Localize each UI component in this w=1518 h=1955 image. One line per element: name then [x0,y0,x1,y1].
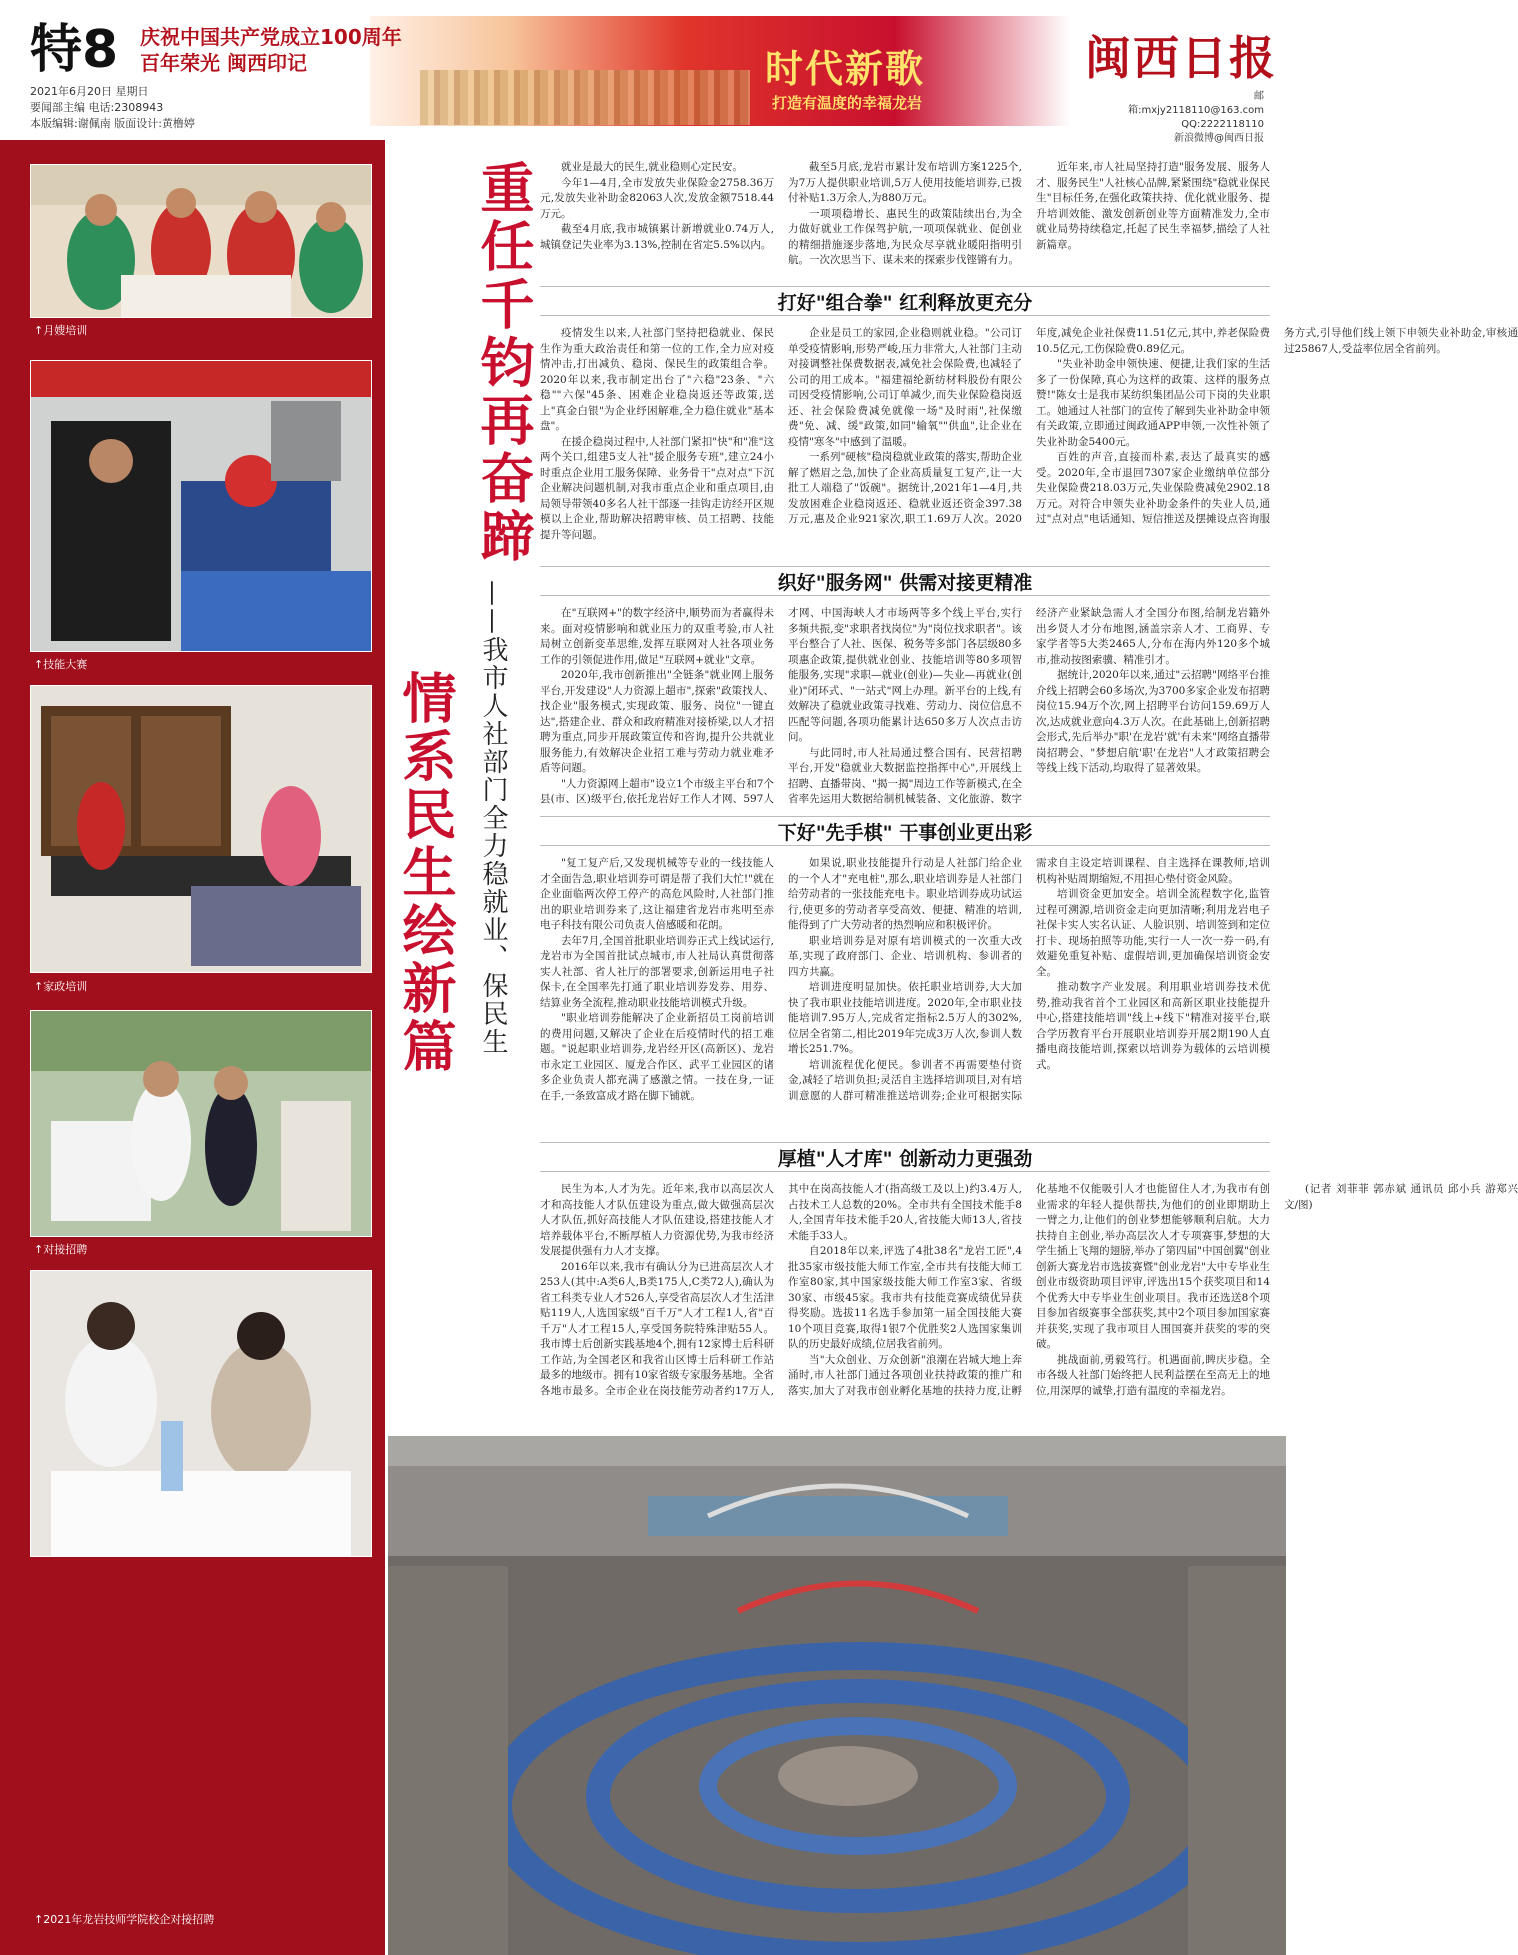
headline-area [394,150,536,1430]
paragraph: 去年7月,全国首批职业培训券正式上线试运行,龙岩市为全国首批试点城市,市人社局认真贯彻落实人社部、省人社厅的部署要求,创新运用电子社保卡,在全国率先打通了职业培训券发券、用券、结算业务全流程,推动职业技能培训模式升级。 [540,934,774,1009]
paragraph: 今年1—4月,全市发放失业保险金2758.36万元,发放失业补助金82063人次,发放金额7518.44万元。 [540,176,774,220]
paragraph: 民生为本,人才为先。近年来,我市以高层次人才和高技能人才队伍建设为重点,做大做强高层次人才队伍,抓好高技能人才队伍建设,搭建技能人才培养载体平台,不断厚植人力资源优势,为我市经济发展提供强有力人才支撑。 [540,1183,774,1257]
paragraph: 截至4月底,我市城镇累计新增就业0.74万人,城镇登记失业率为3.13%,控制在省定5.5%以内。 [540,223,774,251]
photo-column [0,140,385,1955]
photo-caption: ↑技能大赛 [34,658,88,671]
section-text [540,1182,1518,1414]
campus-recruitment-photo [30,1270,372,1557]
paragraph: "复工复产后,又发现机械等专业的一线技能人才全面告急,职业培训券可谓是帮了我们大忙!"就在企业面临两次停工停产的高危风险时,人社部门推出的职业培训券来了,这让福建省龙岩市兆明至赤电子科技有限公司负责人倍感暖和花朗。 [540,857,774,931]
paragraph: 培训进度明显加快。依托职业培训券,大大加快了我市职业技能培训进度。2020年,全市职业技能培训7.95万人,完成省定指标2.5万人的302%,位居全省第二,相比2019年完成3万人次,参训人数增长251.7%。 [788,981,1022,1055]
paragraph: 推动数字产业发展。利用职业培训券技术优势,推动我省首个工业园区和高新区职业技能提升中心,搭建技能培训"线上+线下"精准对接平台,联合学历教育平台开展职业培训券开展2期190人直播电商技能培训,探索以培训券为载体的云培训模式。 [1036,981,1270,1071]
article-body [540,160,1518,1414]
photo-caption: ↑月嫂培训 [34,324,88,337]
paragraph: 2016年以来,我市有确认分为已进高层次人才253人(其中:A类6人,B类175人,C类72人),确认为省工科类专业人才526人,享受省高层次人才生活津贴119人,人选国家级"百千万"人才工程1人,省"百千万"人才工程15人,享受国务院特殊津贴55人。我市博士后创新实践基地4个,拥有12家博士后科研工作站,为全国老区和我省山区博士后科研工作站最多的地级市。拥有10家省级专家服务基地。全省各地市最多。全市企业在岗技能劳动者约17万人,其中在岗高技能人才(指高级工及以上)约3.4万人,占技术工人总数的20%。全市共有全国技术能手8人,全国青年技术能手20人,省技能大师13人,省技术能手33人。 [540,1183,1022,1397]
paragraph: 一项项稳增长、惠民生的政策陆续出台,为全力做好就业工作保驾护航,一项项保就业、促创业的精细措施逐步落地,为民众尽享就业暖阳指明引航。一次次思当下、谋未来的探索步伐铿锵有力。 [788,207,1022,266]
paragraph: 自2018年以来,评选了4批38名"龙岩工匠",4批35家市级技能大师工作室,全市共有技能大师工作室80家,其中国家级技能大师工作室3家、省级30家、市级45家。我市共有技能竞赛成绩优异获得奖励。选拔11名选手参加第一届全国技能大赛10个项目竞赛,取得1银7个优胜奖2人选国家集训队的历史最好成绩,位居我省前列。 [788,1245,1022,1350]
paragraph: 2020年,我市创新推出"全链条"就业网上服务平台,开发建设"人力资源上超市",探索"政策找人、找企业"服务模式,实现政策、服务、岗位"一键直达",搭建企业、群众和政府精准对接桥梁,以人才招聘为重点,同步开展政策宣传和咨询,提升公共就业服务能力,有效解决企业招工难与劳动力就业难矛盾等问题。 [540,669,774,774]
anniversary-banner [140,24,402,76]
paragraph: 疫情发生以来,人社部门坚持把稳就业、保民生作为重大政治责任和第一位的工作,全力应对疫情冲击,打出减负、稳岗、保民生的政策组合拳。2020年以来,我市制定出台了"六稳"23条、"六稳""六保"45条、困难企业稳岗返还等政策,送上"真金白银"为企业纾困解难,全力稳住就业"基本盘"。 [540,327,774,432]
contact-email: 邮箱:mxjy2118110@163.com [1128,91,1264,116]
newspaper-logo: 闽西日报 [1085,31,1277,85]
paragraph: 职业培训券是对原有培训模式的一次重大改革,实现了政府部门、企业、培训机构、参训者的四方共赢。 [788,934,1022,978]
paragraph: 挑战面前,勇毅笃行。机遇面前,睥庆步稳。全市各级人社部门始终把人民利益摆在至高无上的地位,用深厚的诚挚,打造有温度的幸福龙岩。 [1036,1353,1270,1397]
housekeeping-training-photo [30,685,372,973]
maternity-nurse-training-photo [30,164,372,318]
section-heading: 下好"先手棋" 干事创业更出彩 [540,816,1270,846]
job-fair-photo [30,1010,372,1237]
contact-qq: QQ:2222118110 [1181,119,1264,130]
section-title: 时代新歌 [765,47,926,91]
paragraph: 培训资金更加安全。培训全流程数字化,监管过程可溯源,培训资金走向更加清晰;利用龙岩电子社保卡实人实名认证、人脸识别、培训签到和定位打卡、现场拍照等功能,实行一人一次一券一码,有效避免重复补贴、虚假培训,更加确保培训资金安全。 [1036,888,1270,978]
paragraph: 百姓的声音,直接而朴素,表达了最真实的感受。2020年,全市退回7307家企业缴纳单位部分失业保险费218.03万元,失业保险费减免2902.18万元。对符合申领失业补助金条件的失业人员,通过"点对点"电话通知、短信推送及摆摊设点咨询服务方式,引导他们线上领下申领失业补助金,审核通过25867人,受益率位居全省前列。 [1036,327,1518,525]
aerial-job-fair-photo [388,1436,1286,1955]
paragraph: 培训流程优化便民。参训者不再需要垫付资金,减轻了培训负担;灵活自主选择培训项目,对有培训意愿的人群可精准推送培训券;企业可根据实际需求自主设定培训课程、自主选择在课教师,培训机构补贴周期缩短,不用担心垫付资金风险。 [788,857,1270,1102]
contact-weibo: 新浪微博@闽西日报 [1174,133,1264,144]
byline: (记者 刘菲菲 郭赤斌 通讯员 邱小兵 游郑兴 文/图) [1284,1183,1518,1211]
masthead-left [30,20,470,130]
section-heading: 厚植"人才库" 创新动力更强劲 [540,1142,1270,1172]
issue-date: 2021年6月20日 星期日 [30,85,149,98]
section-heading: 打好"组合拳" 红利释放更充分 [540,286,1270,316]
editor-line: 要闻部主编 电话:2308943 [30,101,164,114]
paragraph: 在援企稳岗过程中,人社部门紧扣"快"和"准"这两个关口,组建5支人社"援企服务专班",建立24小时重点企业用工服务保障、业务骨干"点对点"下沉企业解决问题机制,对我市重点企业和重点项目,由局领导带领40多名人社干部逐一挂钩走访经开区规模以上企业,帮助解决招聘审核、员工招聘、技能提升等问题。 [540,435,774,541]
masthead [0,0,1286,144]
paragraph: 在"互联网+"的数字经济中,顺势而为者赢得未来。面对疫情影响和就业压力的双重考验,市人社局树立创新变革思维,发挥互联网对人社各项业务工作的引领促进作用,做足"互联网+就业"文章。 [540,607,774,666]
section-text [540,326,1518,558]
section-subtitle: 打造有温度的幸福龙岩 [772,94,923,112]
photo-caption: ↑2021年龙岩技师学院校企对接招聘 [34,1913,215,1926]
banner-line-2: 百年荣光 闽西印记 [140,51,307,75]
paragraph: "职业培训券能解决了企业新招员工岗前培训的费用问题,又解决了企业在后疫情时代的招工难题。"说起职业培训券,龙岩经开区(高新区)、龙岩市永定工业园区、厦龙合作区、武平工业园区的诸多企业负责人都充满了感激之情。一技在身,一证在手,一条致富成才路在脚下铺就。 [540,1012,774,1102]
paragraph: 截至5月底,龙岩市累计发布培训方案1225个,为7万人提供职业培训,5万人使用技能培训券,已拨付补贴1.3万余人,为880万元。 [788,161,1022,204]
photo-caption: ↑家政培训 [34,980,88,993]
photo-caption: ↑对接招聘 [34,1243,88,1256]
staff-line: 本版编辑:谢佩南 版面设计:黄橹婷 [30,117,195,130]
intro-text [540,160,1270,278]
paragraph: "失业补助金申领快速、便捷,让我们家的生活多了一份保障,真心为这样的政策、这样的服务点赞!"陈女士是我市某纺织集团品公司下岗的失业职工。她通过人社部门的宣传了解到失业补助金申领有关政策,立即通过闽政通APP申领,一次性补领了失业补助金5400元。 [1036,358,1270,448]
headline-line-1: 重任千钧再奋蹄 [472,160,536,566]
paragraph: "人力资源网上超市"设立1个市级主平台和7个县(市、区)级平台,依托龙岩好工作人才网、597人才网、中国海峡人才市场两等多个线上平台,实行多频共振,变"求职者找岗位"为"岗位找求职者"。该平台整合了人社、医保、税务等多部门各层级80多项惠企政策,提供就业创业、技能培训等80多项智能服务,实现"求职—就业(创业)—失业—再就业(创业)"闭环式、"一站式"网上办理。新平台的上线,有效解决了稳就业政策寻找难、劳动力、岗位信息不匹配等问题,各项功能累计达650多万人次点击访问。 [540,607,1022,805]
paragraph: 如果说,职业技能提升行动是人社部门给企业的一个人才"充电桩",那么,职业培训券是人社部门给劳动者的一张技能充电卡。职业培训券成功试运行,使更多的劳动者享受高效、便捷、精准的培训,能得到了广大劳动者的热烈响应和积极评价。 [788,857,1022,931]
headline-line-2: 情系民生绘新篇 [394,670,458,1076]
paragraph: 就业是最大的民生,就业稳则心定民安。 [561,161,743,173]
contact-info [1124,90,1264,146]
banner-line-1: 庆祝中国共产党成立100周年 [140,25,402,49]
paragraph: 据统计,2020年以来,通过"云招聘"网络平台推介线上招聘会60多场次,为3700多家企业发布招聘岗位15.94万个次,网上招聘平台访问159.69万人次,达成就业意向4.3万人次。在此基础上,创新招聘会形式,先后举办"职'在龙岩'就'有未来"网络直播带岗招聘会、"梦想启航'职'在龙岩"人才政策招聘会等线上线下活动,均取得了显著效果。 [1036,669,1270,774]
issue-meta [30,84,195,132]
paragraph: 与此同时,市人社局通过整合国有、民营招聘平台,开发"稳就业大数据监控指挥中心",开展线上招聘、直播带岗、"揭一揭"周边工作等新模式,在全省率先运用大数据给制机械装备、文化旅游、数字经济产业紧缺急需人才全国分布图,给制龙岩籍外出乡贤人才分布地图,涵盖宗亲人才、工商界、专家学者等5大类2465人,分布在海内外120多个城市,推动按图索骥、精准引才。 [788,607,1270,805]
paragraph: 近年来,市人社局坚持打造"服务发展、服务人才、服务民生"人社核心品牌,紧紧围绕"稳就业保民生"目标任务,在强化政策扶持、优化就业服务、提升培训效能、激发创新创业等方面精准发力,全市就业局势持续稳定,托起了民生幸福梦,描绘了人社新篇章。 [1036,161,1270,251]
paragraph: 企业是员工的家园,企业稳则就业稳。"公司订单受疫情影响,形势严峻,压力非常大,人社部门主动对接调整社保费数据表,减免社会保险费,也减轻了公司的用工成本。"福建福纶新纺材料股份有限公司因受疫情影响,公司订单减少,而失业保险稳岗返还、社会保险费减免就像一场"及时雨",社保缴费"免、减、缓"政策,如同"输氧""供血",让企业在疫情"寒冬"中感到了温暖。 [788,327,1022,448]
section-text [540,606,1270,808]
section-text [540,856,1270,1134]
skills-competition-photo [30,360,372,652]
paragraph: 当"大众创业、万众创新"浪潮在岩城大地上奔涌时,市人社部门通过各项创业扶持政策的推广和落实,加大了对我市创业孵化基地的扶持力度,让孵化基地不仅能吸引人才也能留住人才,为我市有创业需求的年轻人提供帮扶,为他们的创业即期助上一臂之力,让他们的创业梦想能够顺利启航。大力扶持自主创业,举办高层次人才专项赛事,梦想的大学生插上飞翔的翅膀,举办了第四届"中国创翼"创业创新大赛龙岩市选拔赛暨"创业龙岩"大中专毕业生创业市级资助项目评审,评选出15个获奖项目和14个优秀大中专毕业生创业项目。我市还选送8个项目参加省级赛事全部获奖,其中2个项目参加国家赛并获奖,实现了我市项目人围国赛并获奖的零的突破。 [788,1183,1270,1397]
headline-subtitle: ——我市人社部门全力稳就业、保民生 [478,580,508,1056]
section-heading: 织好"服务网" 供需对接更精准 [540,566,1270,596]
paragraph: 一系列"硬核"稳岗稳就业政策的落实,帮助企业解了燃眉之急,加快了企业高质量复工复产,让一大批工人端稳了"饭碗"。据统计,2021年1—4月,共发放困难企业稳岗返还、稳就业返还资金397.38万元,惠及企业921家次,职工1.69万人次。2020年度,减免企业社保费11.51亿元,其中,养老保险费10.5亿元,工伤保险费0.89亿元。 [788,327,1270,525]
page-number: 特8 [30,20,119,80]
